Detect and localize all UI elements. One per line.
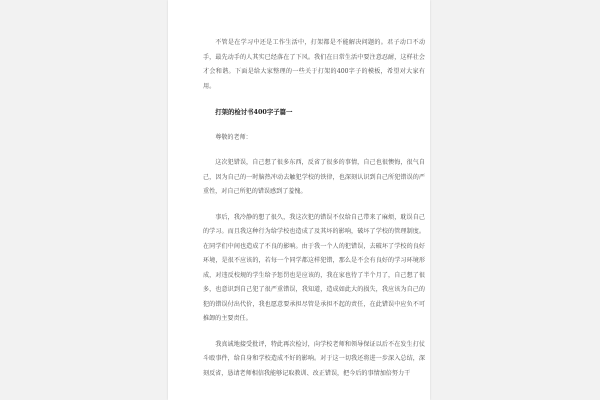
document-page (168, 0, 430, 400)
body-paragraph: 我真诚地接受批评，特此再次检讨，向学校老师和领导保证以后不在发生打仗斗殴事件，给自身和学校造成不好的影响。对于这一切我还将进一步深入总结，深刻反省，恳请老师相信我能够记取教训、改正错误，把今后的事情加倍努力干 (203, 340, 425, 377)
body-paragraph: 这次犯错误，自己想了很多东西，反省了很多的事情，自己也很懊悔，很气自己，因为自己的一时脑热冲动去触犯学校的铁律，也深刻认识到自己所犯错误的严重性，对自己所犯的错误感到了羞愧。 (203, 159, 425, 195)
salutation: 尊敬的老师： (215, 133, 252, 141)
section-heading: 打架的检讨书400字子篇一 (215, 108, 293, 116)
intro-paragraph: 不管是在学习中还是工作生活中，打架都是不能解决问题的。君子动口不动手，最先动手的人其实已经落在了下风。我们在日常生活中要注意忍耐，这样社会才会和谐。下面是给大家整理的一些关于打架的400字子的模板，希望对大家有用。 (203, 39, 425, 90)
document-body (203, 36, 425, 392)
body-paragraph: 事后，我冷静的想了很久，我这次犯的错误不仅给自己带来了麻烦，耽误自己的学习。而且我这种行为给学校也造成了及其坏的影响，破坏了学校的管理制度。在同学们中间也造成了不良的影响。由于我一个人的犯错误，去破坏了学校的良好环境，是很不应该的，若每一个同学都这样犯错，那么是不会有良好的学习环境形成，对违反校规的学生给予惩罚也是应该的，我在家也待了半个月了，自己想了很多，也意识到自己犯了很严重错误，我知道，造成如此大的损失，我应该为自己的犯的错误付出代价，我也愿意要承担尽管是承担不起的责任，在此错误中应负不可推卸的主要责任。 (203, 213, 425, 322)
